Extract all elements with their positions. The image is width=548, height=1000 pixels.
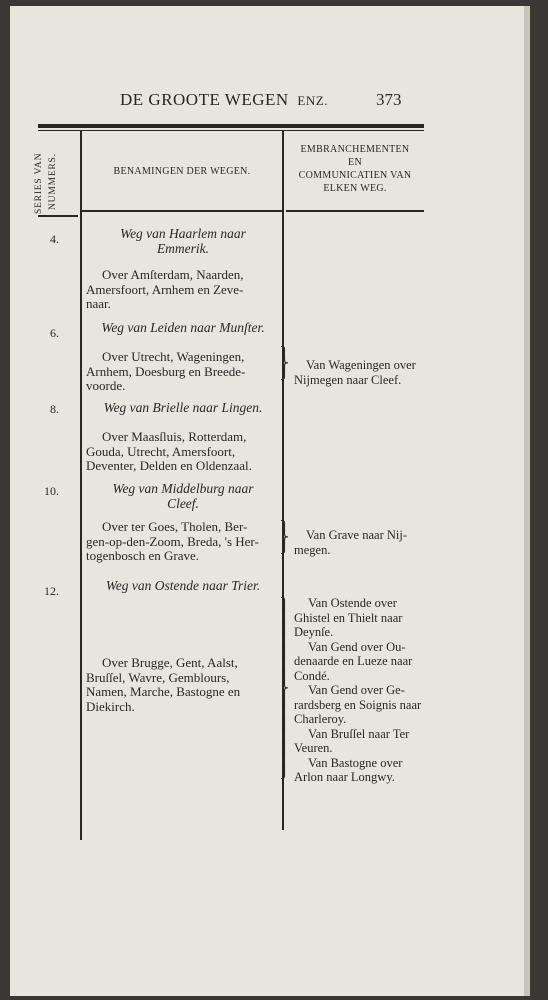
branch-line: Veuren.: [294, 741, 333, 755]
branch-line: Van Grave naar Nij-: [306, 528, 407, 542]
branch-line: Nijmegen naar Cleef.: [294, 372, 402, 387]
route-line: Amersfoort, Arnhem en Zeve-: [86, 281, 244, 297]
route-line: Gouda, Utrecht, Amersfoort,: [86, 443, 236, 459]
route-line: Over Amſterdam, Naarden,: [102, 267, 244, 282]
series-number: 4.: [50, 232, 59, 246]
road-title-line: Weg van Middelburg naar: [112, 481, 254, 496]
route-description: [86, 656, 276, 714]
route-line: togenbosch en Grave.: [86, 548, 199, 563]
series-number: 10.: [44, 484, 59, 498]
route-line: Over Brugge, Gent, Aalst,: [102, 655, 238, 670]
road-title-line: Weg van Leiden naar Munſter.: [101, 320, 265, 335]
series-header-line2: NUMMERS.: [48, 153, 58, 210]
route-line: voorde.: [86, 378, 126, 393]
road-title: [88, 320, 278, 335]
road-title-line: Weg van Haarlem naar: [120, 226, 246, 241]
branch-line: Van Gend over Ge-: [308, 683, 405, 697]
branch-line: Van Gend over Ou-: [308, 639, 406, 654]
branch-description: [294, 596, 426, 785]
branch-line: Van Wageningen over: [306, 358, 416, 372]
road-title: [88, 578, 278, 593]
branch-description: [294, 528, 424, 557]
brace-mark: ⎫ ⎬ ⎭: [280, 346, 289, 380]
road-title-line: Emmerik.: [156, 241, 210, 256]
running-head: [10, 90, 524, 114]
branch-line: megen.: [294, 542, 331, 557]
header-bottom-rule-right: [286, 210, 424, 212]
large-brace-mark: ⎫ ⎪ ⎪ ⎪ ⎪ ⎪ ⎪ ⎬ ⎪ ⎪ ⎪ ⎪ ⎪ ⎪ ⎭: [280, 597, 289, 779]
route-line: Over ter Goes, Tholen, Ber-: [102, 519, 248, 534]
branch-line: Van Bastogne over: [308, 755, 403, 770]
page-title: [120, 90, 328, 110]
route-line: Diekirch.: [86, 698, 135, 714]
branch-line: Condé.: [294, 668, 330, 683]
route-line: Arnhem, Doesburg en Breede-: [86, 363, 246, 379]
road-title-line: Weg van Brielle naar Lingen.: [103, 400, 263, 415]
branch-header-line3: COMMUNICATIEN VAN: [298, 170, 412, 181]
route-description: [86, 430, 276, 474]
top-thick-rule: [38, 124, 424, 128]
brace-mark: ⎫ ⎬ ⎭: [280, 520, 289, 554]
branch-line: rardsberg en Soignis naar: [294, 697, 422, 712]
series-number: 6.: [50, 326, 59, 340]
title-text: DE GROOTE WEGEN: [120, 90, 289, 109]
header-bottom-rule-left: [80, 210, 282, 212]
branch-header-line2: EN: [348, 157, 362, 168]
branch-line: denaarde en Lueze naar: [294, 654, 413, 668]
branch-line: Deynſe.: [294, 625, 334, 639]
top-thin-rule: [38, 130, 424, 131]
series-header-line1: SERIES VAN: [34, 152, 44, 214]
road-title-line: Cleef.: [167, 496, 199, 511]
route-line: Over Utrecht, Wageningen,: [102, 349, 245, 364]
page-number: 373: [376, 90, 402, 109]
route-description: [86, 520, 276, 564]
series-bottom-rule: [38, 215, 78, 217]
branch-line: Van Ostende over: [308, 596, 397, 610]
route-line: Bruſſel, Wavre, Gemblours,: [86, 669, 230, 685]
branch-header-line1: EMBRANCHEMENTEN: [300, 144, 410, 155]
route-line: naar.: [86, 296, 111, 311]
series-column-header: [28, 144, 78, 214]
branch-line: Van Bruſſel naar Ter: [308, 726, 410, 741]
route-description: [86, 350, 276, 394]
book-page: [10, 6, 530, 996]
series-number: 12.: [44, 584, 59, 598]
branch-line: Arlon naar Longwy.: [294, 770, 395, 784]
route-line: Deventer, Delden en Oldenzaal.: [86, 458, 252, 473]
branch-line: Charleroy.: [294, 712, 347, 726]
road-title: [88, 226, 278, 256]
names-column-header: BENAMINGEN DER WEGEN.: [113, 166, 251, 177]
branch-header-line4: ELKEN WEG.: [323, 183, 387, 194]
route-line: Over Maasſluis, Rotterdam,: [102, 429, 247, 444]
branch-column-header: [286, 143, 424, 195]
road-title-line: Weg van Ostende naar Trier.: [105, 578, 261, 593]
road-title: [88, 400, 278, 415]
title-suffix: ENZ.: [297, 93, 328, 108]
route-line: Namen, Marche, Bastogne en: [86, 684, 241, 699]
road-title: [88, 481, 278, 511]
route-description: [86, 268, 276, 312]
series-number: 8.: [50, 402, 59, 416]
branch-line: Ghistel en Thielt naar: [294, 610, 403, 625]
column-divider-left: [80, 130, 82, 840]
route-line: gen-op-den-Zoom, Breda, 's Her-: [86, 533, 259, 549]
branch-description: [294, 358, 424, 387]
